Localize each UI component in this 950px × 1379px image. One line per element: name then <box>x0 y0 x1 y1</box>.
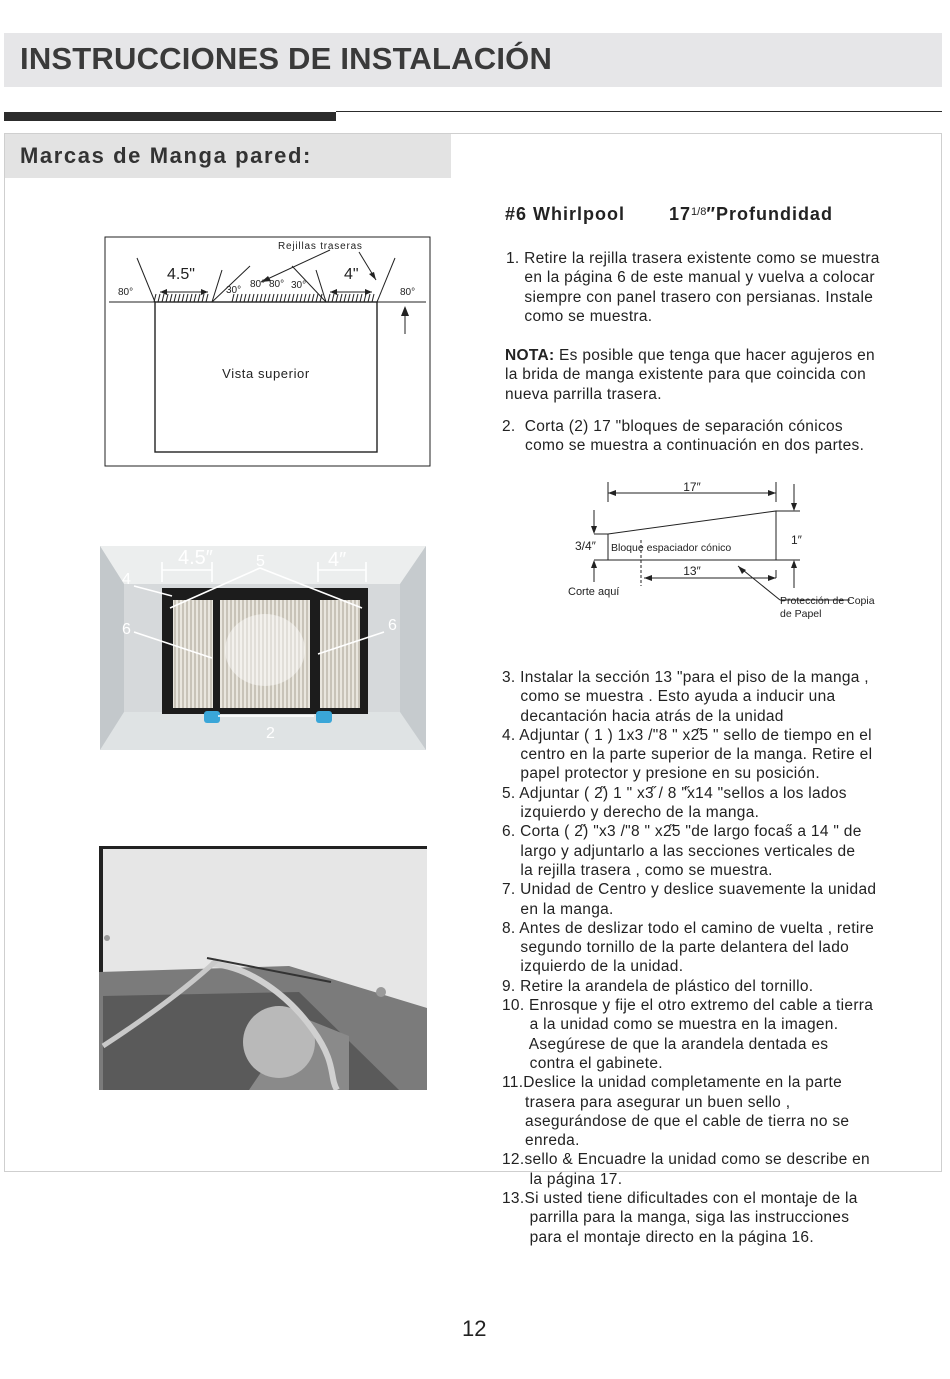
step-line: 13.Si usted tiene dificultades con el montaje de la <box>502 1190 858 1208</box>
angle-center-80a: 80° <box>250 279 266 290</box>
step-line: papel protector y presione en su posición. <box>502 765 820 783</box>
block-length-17: 17″ <box>683 480 701 494</box>
step-line: 7. Unidad de Centro y deslice suavemente la unidad <box>502 881 877 899</box>
photo-num-4: 4 <box>122 571 131 588</box>
step-1 <box>506 249 946 326</box>
step-line: la rejilla trasera , como se muestra. <box>502 861 773 879</box>
step-2-line: como se muestra a continuación en dos partes. <box>502 437 865 455</box>
spacer-block-diagram <box>560 474 910 626</box>
angle-center-80b: 80° <box>269 279 285 290</box>
paper-label-2: de Papel <box>780 608 822 620</box>
note-line: Es posible que tenga que hacer agujeros en <box>554 347 875 364</box>
step-1-line: 1. Retire la rejilla trasera existente como se muestra <box>506 250 880 267</box>
block-label: Bloque espaciador cónico <box>611 542 732 554</box>
section-title: Marcas de Manga pared: <box>20 143 312 168</box>
step-line: 11.Deslice la unidad completamente en la parte <box>502 1074 843 1092</box>
page-title: INSTRUCCIONES DE INSTALACIÓN <box>20 41 553 76</box>
step-2 <box>502 417 942 456</box>
label-rear-grilles: Rejillas traseras <box>278 241 363 252</box>
angle-left-80: 80° <box>118 287 134 298</box>
photo-dim-left: 4.5″ <box>178 547 213 569</box>
step-1-line: en la página 6 de este manual y vuelva a colocar <box>506 269 875 287</box>
page-number: 12 <box>462 1316 487 1341</box>
note-line: la brida de manga existente para que coincida con <box>505 366 867 384</box>
step-line: en la manga. <box>502 900 614 918</box>
top-view-diagram <box>104 236 432 469</box>
photo-dim-right: 4″ <box>328 549 347 571</box>
photo-num-6-right: 6 <box>388 617 397 634</box>
step-line: 6. Corta ( 2̋) "x3 /"8 " x2̋5 "de largo focas̋ a 14 " de <box>502 823 862 841</box>
step-line: decantación hacia atrás de la unidad <box>502 707 784 725</box>
photo-num-2: 2 <box>266 725 275 742</box>
step-line: parrilla para la manga, siga las instrucciones <box>502 1209 850 1227</box>
block-height-large: 1″ <box>791 533 802 547</box>
cut-here-label: Corte aquí <box>568 586 620 598</box>
ground-cable-photo <box>99 846 427 1090</box>
step-line: a la unidad como se muestra en la imagen. <box>502 1016 839 1034</box>
step-line: 8. Antes de deslizar todo el camino de vuelta , retire <box>502 919 875 937</box>
angle-right-80: 80° <box>400 287 416 298</box>
step-line: 12.sello & Encuadre la unidad como se describe en <box>502 1151 870 1169</box>
step-1-line: siempre con panel trasero con persianas. Instale <box>506 288 874 306</box>
depth-label: Profundidad <box>715 204 833 224</box>
step-line: 10. Enrosque y fije el otro extremo del cable a tierra <box>502 997 874 1015</box>
block-height-small: 3/4″ <box>575 539 596 553</box>
step-line: para el montaje directo en la página 16. <box>502 1228 814 1246</box>
step-line: centro en la parte superior de la manga. Retire el <box>502 746 873 764</box>
note-label: NOTA: <box>505 347 555 364</box>
step-line: enreda. <box>502 1132 580 1150</box>
step-line: 9. Retire la arandela de plástico del tornillo. <box>502 977 814 995</box>
step-line: Asegúrese de que la arandela dentada es <box>502 1035 829 1053</box>
step-line: como se muestra . Esto ayuda a inducir una <box>502 688 836 706</box>
paper-label-1: Protección de Copia <box>780 595 875 607</box>
note-line: nueva parrilla trasera. <box>505 385 662 403</box>
step-1-line: como se muestra. <box>506 307 653 325</box>
step-2-line: 2. Corta (2) 17 "bloques de separación cónicos <box>502 418 843 435</box>
step-line: 3. Instalar la sección 13 "para el piso de la manga , <box>502 669 869 686</box>
note <box>505 346 945 404</box>
step-line: asegurándose de que el cable de tierra no se <box>502 1112 850 1130</box>
block-length-13: 13″ <box>683 564 701 578</box>
steps-list <box>502 668 947 1247</box>
step-line: la página 17. <box>502 1170 623 1188</box>
step-line: largo y adjuntarlo a las secciones verticales de <box>502 842 856 860</box>
model-heading <box>505 204 833 225</box>
depth-whole: 17 <box>669 204 692 224</box>
label-top-view: Vista superior <box>222 366 310 381</box>
dim-left: 4.5" <box>167 266 195 283</box>
step-line: segundo tornillo de la parte delantera del lado <box>502 939 850 957</box>
step-line: trasera para asegurar un buen sello , <box>502 1093 791 1111</box>
step-line: 4. Adjuntar ( 1 ) 1x3 /"8 " x2̋5 " sello de tiempo en el <box>502 726 872 744</box>
photo-num-6-left: 6 <box>122 621 131 638</box>
step-line: contra el gabinete. <box>502 1054 663 1072</box>
header-rule-thick <box>4 112 336 121</box>
step-line: izquierdo de la unidad. <box>502 958 684 976</box>
angle-right-30: 30° <box>291 280 307 291</box>
header-rule-thin <box>336 111 942 112</box>
sleeve-grille-photo <box>100 546 426 750</box>
angle-left-30: 30° <box>226 285 242 296</box>
step-line: 5. Adjuntar ( 2̋) 1 " x3̋ / 8 "̋x14 "sellos a los lados <box>502 784 847 802</box>
depth-fraction: 1/8 <box>691 206 707 218</box>
step-line: izquierdo y derecho de la manga. <box>502 804 760 822</box>
photo-num-5: 5 <box>256 553 265 570</box>
depth-mark: ″ <box>706 204 716 224</box>
dim-right: 4" <box>344 266 359 283</box>
model-number: #6 Whirlpool <box>505 204 625 224</box>
